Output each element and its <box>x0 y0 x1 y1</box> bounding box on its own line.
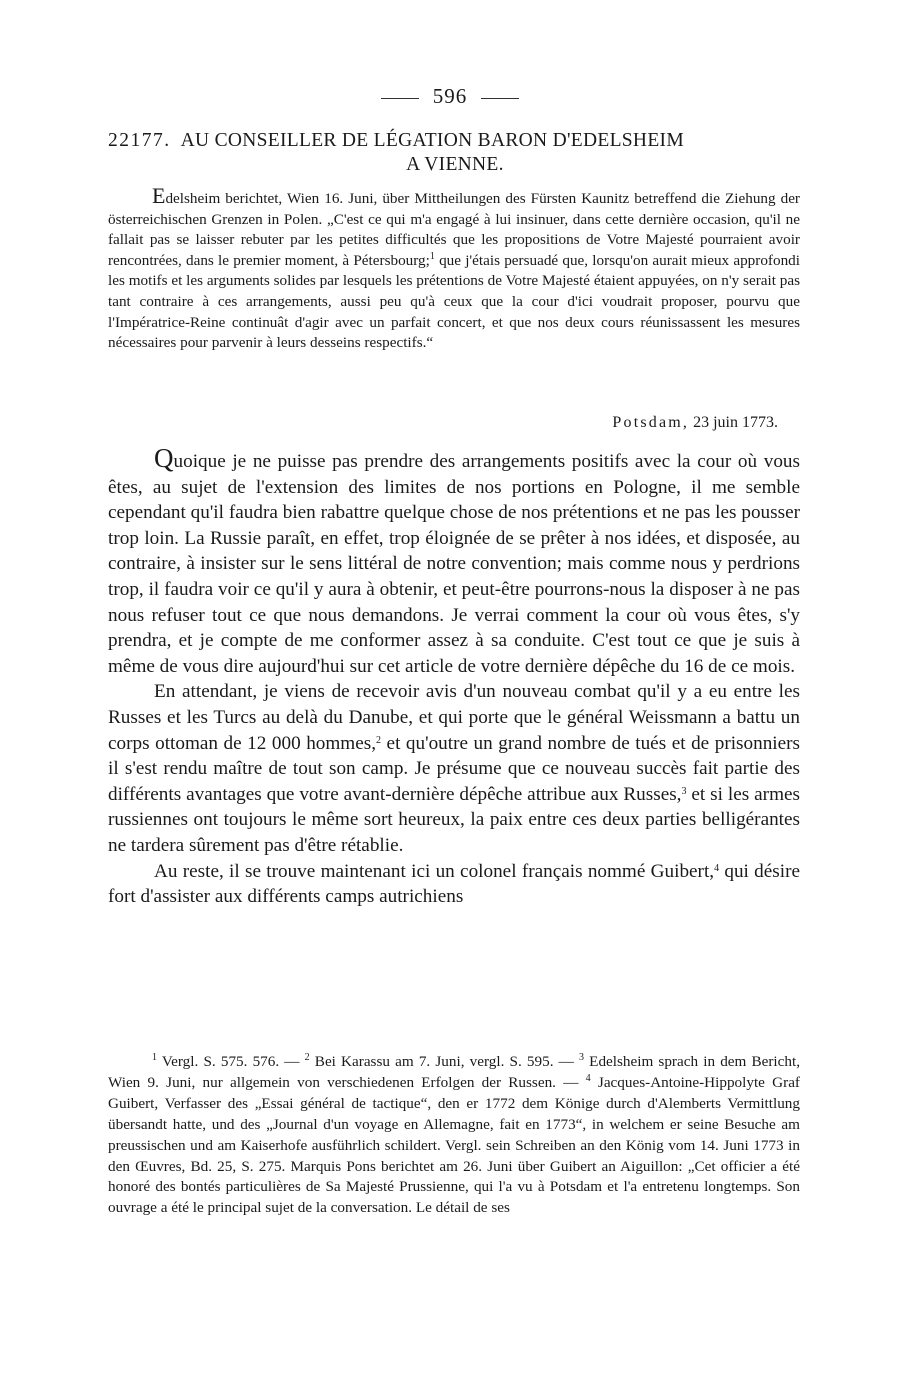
letter-paragraph-3-text-a: Au reste, il se trouve maintenant ici un colonel français nommé Guibert, <box>154 860 715 882</box>
page-number <box>0 84 900 109</box>
footnote-ref-1: 1 <box>429 250 435 262</box>
dateline-day: 23 juin 1773. <box>693 414 778 431</box>
summary-text: delsheim berichtet, Wien 16. Juni, über Mittheilungen des Fürsten Kaunitz betreffend die Ziehung der österreichischen Grenzen in Polen. „C'est ce qui m'a engagé à lui insinuer, dans cette dernière occasion, qu'il ne fallait pas se laisser rebuter par les petites difficultés que les propositions de Votre Majesté pourraient avoir rencontrées, dans le premier moment, à Pétersbourg; <box>108 190 800 269</box>
footnote-1-text: Vergl. S. 575. 576. — <box>157 1053 305 1070</box>
letter-paragraph-3-text-b: qui désire fort d'assister aux différents camps autrichiens <box>108 860 800 908</box>
letter-heading <box>108 130 802 176</box>
heading-line-2: A VIENNE. <box>406 154 504 175</box>
dateline-place: Potsdam, <box>612 414 690 431</box>
letter-paragraph-2-text-b: et qu'outre un grand nombre de tués et de prisonniers il s'est rendu maître de tout son camp. Je présume que ce nouveau succès fait partie des différents avantages que votre avant-dernière dépêche attribue aux Russes, <box>108 732 800 805</box>
letter-body <box>108 443 800 910</box>
footnote-2-text: Bei Karassu am 7. Juni, vergl. S. 595. — <box>309 1053 580 1070</box>
summary-initial: E <box>152 183 166 208</box>
footnote-ref-3: 3 <box>681 785 687 797</box>
footnote-mark-1: 1 <box>152 1052 157 1063</box>
footnote-mark-2: 2 <box>304 1052 310 1063</box>
heading-addressee: AU CONSEILLER DE LÉGATION BARON D'EDELSHEIM <box>180 130 684 151</box>
letter-paragraph-1 <box>108 443 800 679</box>
right-rule <box>481 98 519 99</box>
letter-number: 22177. <box>108 130 171 151</box>
letter-paragraph-2 <box>108 679 800 858</box>
letter-paragraph-3 <box>108 859 800 910</box>
letter-paragraph-1-text: uoique je ne puisse pas prendre des arrangements positifs avec la cour où vous êtes, au sujet de l'extension des limites de nos portions en Pologne, il me semble cependant qu'il faudra bien rabattre quelque chose de nos prétentions et ne pas les pousser trop loin. La Russie paraît, en effet, trop éloignée de se prêter à nos idées, et disposée, au contraire, à insister sur le sens littéral de notre convention; mais comme nous y perdrions trop, il faudra voir ce qu'il y aura à obtenir, et peut-être pourrons-nous la disposer à ne pas nous refuser tout ce que nous demandons. Je verrai comment la cour où vous êtes, s'y prendra, et je compte de me conformer assez à sa conduite. C'est tout ce que je suis à même de vous dire aujourd'hui sur cet article de votre dernière dépêche du 16 de ce mois. <box>108 451 800 677</box>
editorial-summary <box>108 183 800 354</box>
footnote-mark-3: 3 <box>579 1052 585 1063</box>
page-number-text: 596 <box>432 84 468 108</box>
footnote-3-text: Edelsheim sprach in dem Bericht, Wien 9. Juni, nur allgemein von verschiedenen Erfolgen der Russen. — <box>108 1053 800 1091</box>
footnotes <box>108 1052 800 1219</box>
left-rule <box>381 98 419 99</box>
summary-text-after: que j'étais persuadé que, lorsqu'on aurait mieux approfondi les motifs et les arguments solides par lesquels les prétentions de Votre Majesté étaient appuyées, on n'y serait pas tant contraire à ces arrangements, aussi peu qu'à ceux que la cour d'ici voudrait proposer, pourvu que l'Impératrice-Reine continuât d'agir avec un parfait concert, et que nos deux cours réunissassent les mesures nécessaires pour parvenir à leurs desseins respectifs.“ <box>108 251 800 352</box>
letter-paragraph-2-text-a: En attendant, je viens de recevoir avis d'un nouveau combat qu'il y a eu entre les Russes et les Turcs au delà du Danube, et qui porte que le général Weissmann a battu un corps ottoman de 12 000 hommes, <box>108 681 800 754</box>
dateline <box>612 414 778 432</box>
footnote-4-text: Jacques-Antoine-Hippolyte Graf Guibert, Verfasser des „Essai général de tactique“, den er 1772 dem Könige durch d'Alemberts Vermittlung übersandt hatte, und des „Journal d'un voyage en Allemagne, fait en 1773“, in welchem er seine Besuche am preussischen und am Kaiserhofe ausführlich schildert. Vergl. sein Schreiben an den König vom 14. Juni 1773 in den Œuvres, Bd. 25, S. 275. Marquis Pons berichtet am 26. Juni über Guibert an Aiguillon: „Cet officier a été honoré des bontés particulières de Sa Majesté Prussienne, qui l'a vu à Potsdam et l'a entretenu longtemps. Son ouvrage a été le principal sujet de la conversation. Le détail de ses <box>108 1073 800 1217</box>
footnote-ref-4: 4 <box>714 862 720 874</box>
footnote-mark-4: 4 <box>585 1072 591 1084</box>
letter-initial: Q <box>154 443 174 473</box>
footnote-ref-2: 2 <box>376 734 382 746</box>
heading-line-1 <box>108 130 802 152</box>
letter-paragraph-2-text-c: et si les armes russiennes ont toujours le même sort heureux, la paix entre ces deux parties belligérantes ne tardera sûrement pas d'être rétablie. <box>108 783 800 856</box>
